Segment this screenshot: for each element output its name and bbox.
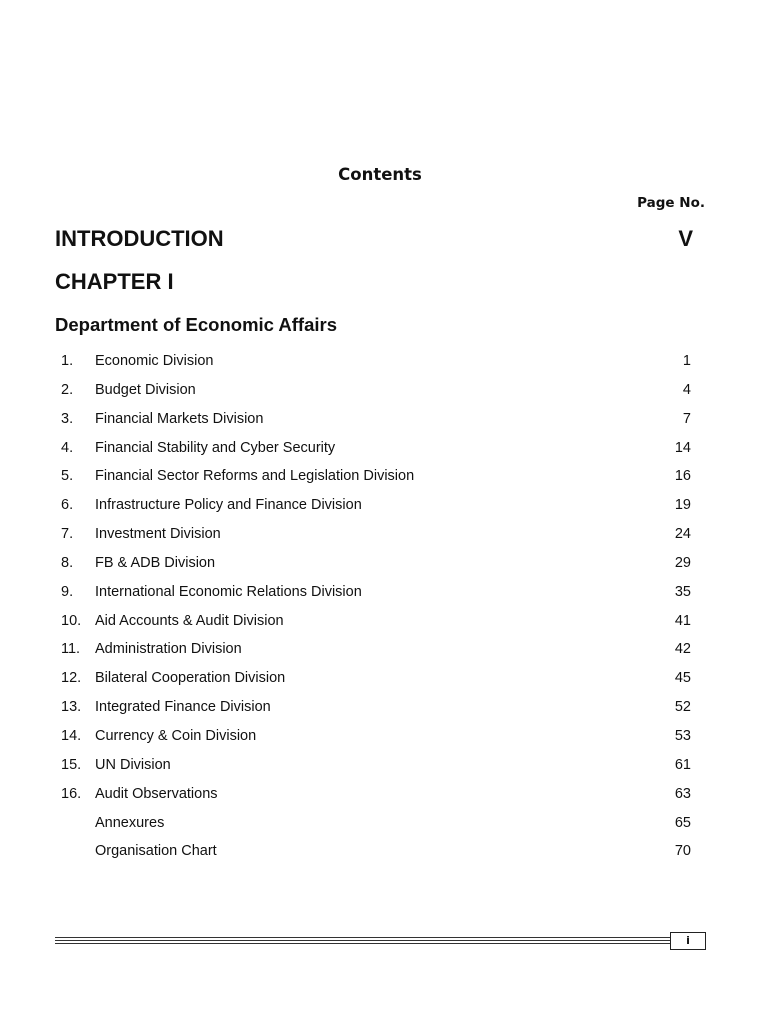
entry-page-number: 14: [674, 439, 691, 456]
entry-number: 16.: [61, 785, 82, 802]
entry-title: Financial Markets Division: [95, 410, 264, 427]
toc-entry-annexures[interactable]: [0, 809, 768, 838]
entry-page-number: 29: [674, 554, 691, 571]
entry-title: Economic Division: [95, 353, 214, 369]
entry-title: Infrastructure Policy and Finance Division: [95, 497, 362, 514]
entry-number: 11.: [61, 641, 81, 658]
entry-page-number: 65: [674, 814, 691, 831]
entry-title: Administration Division: [95, 641, 242, 658]
entry-page-number: 61: [674, 756, 691, 773]
toc-entry[interactable]: [0, 549, 768, 578]
toc-entry[interactable]: [0, 664, 768, 693]
toc-entry[interactable]: [0, 434, 768, 463]
entry-page-number: 63: [674, 785, 691, 802]
entry-number: 5.: [61, 468, 74, 485]
entry-number: 12.: [61, 670, 82, 687]
toc-entry[interactable]: [0, 347, 768, 376]
entry-title: Annexures: [95, 814, 165, 831]
entry-page-number: 24: [674, 526, 691, 543]
entry-page-number: 1: [682, 353, 691, 369]
entry-page-number: 35: [674, 583, 691, 600]
toc-entry[interactable]: [0, 520, 768, 549]
entry-number: 4.: [61, 439, 74, 456]
footer-rule: [55, 943, 670, 944]
toc-entry[interactable]: [0, 693, 768, 722]
chapter-title: CHAPTER I: [55, 269, 174, 294]
toc-entry[interactable]: [0, 751, 768, 780]
entry-number: 8.: [61, 554, 74, 571]
toc-entry[interactable]: [0, 780, 768, 809]
entry-number: 13.: [61, 699, 82, 716]
toc-entry[interactable]: [0, 405, 768, 434]
entry-number: 10.: [61, 612, 82, 629]
department-title: Department of Economic Affairs: [55, 314, 337, 335]
introduction-page-number: V: [678, 226, 693, 251]
entry-number: 14.: [61, 727, 82, 744]
entry-page-number: 19: [674, 497, 691, 514]
toc-entry[interactable]: [0, 722, 768, 751]
entry-title: Budget Division: [95, 381, 196, 398]
entry-page-number: 70: [674, 843, 691, 860]
footer-page-number: i: [670, 932, 706, 950]
entry-title: Financial Stability and Cyber Security: [95, 439, 336, 456]
toc-entry[interactable]: [0, 607, 768, 636]
entry-title: International Economic Relations Division: [95, 583, 362, 600]
entry-title: Investment Division: [95, 526, 221, 543]
toc-entry-organisation-chart[interactable]: [0, 837, 768, 866]
toc-entry[interactable]: [0, 578, 768, 607]
toc-entry[interactable]: [0, 635, 768, 664]
page-no-header: Page No.: [637, 195, 705, 211]
entry-title: Audit Observations: [95, 785, 218, 802]
footer-rule: [55, 937, 670, 938]
entry-page-number: 41: [674, 612, 691, 629]
toc-entry[interactable]: [0, 491, 768, 520]
entry-number: 3.: [61, 410, 74, 427]
entry-title: Currency & Coin Division: [95, 727, 257, 744]
entry-title: UN Division: [95, 756, 171, 773]
entry-page-number: 53: [674, 727, 691, 744]
toc-list: [0, 347, 768, 866]
entry-title: Bilateral Cooperation Division: [95, 670, 286, 687]
entry-title: Aid Accounts & Audit Division: [95, 612, 284, 629]
entry-page-number: 7: [682, 410, 691, 427]
introduction-title: INTRODUCTION: [55, 226, 224, 251]
entry-number: 7.: [61, 526, 74, 543]
entry-title: Integrated Finance Division: [95, 699, 271, 716]
entry-number: 9.: [61, 583, 74, 600]
entry-number: 6.: [61, 497, 74, 514]
entry-title: Financial Sector Reforms and Legislation Division: [95, 468, 415, 485]
entry-page-number: 52: [674, 699, 691, 716]
entry-page-number: 42: [674, 641, 691, 658]
toc-entry[interactable]: [0, 462, 768, 491]
entry-page-number: 4: [682, 381, 691, 398]
entry-number: 2.: [61, 381, 74, 398]
toc-entry[interactable]: [0, 376, 768, 405]
entry-number: 15.: [61, 756, 82, 773]
contents-heading: Contents: [338, 165, 422, 184]
entry-page-number: 16: [674, 468, 691, 485]
entry-title: Organisation Chart: [95, 843, 217, 860]
footer-rule: [55, 940, 670, 941]
entry-number: 1.: [61, 353, 74, 369]
entry-title: FB & ADB Division: [95, 554, 216, 571]
entry-page-number: 45: [674, 670, 691, 687]
introduction-row[interactable]: [55, 226, 695, 256]
